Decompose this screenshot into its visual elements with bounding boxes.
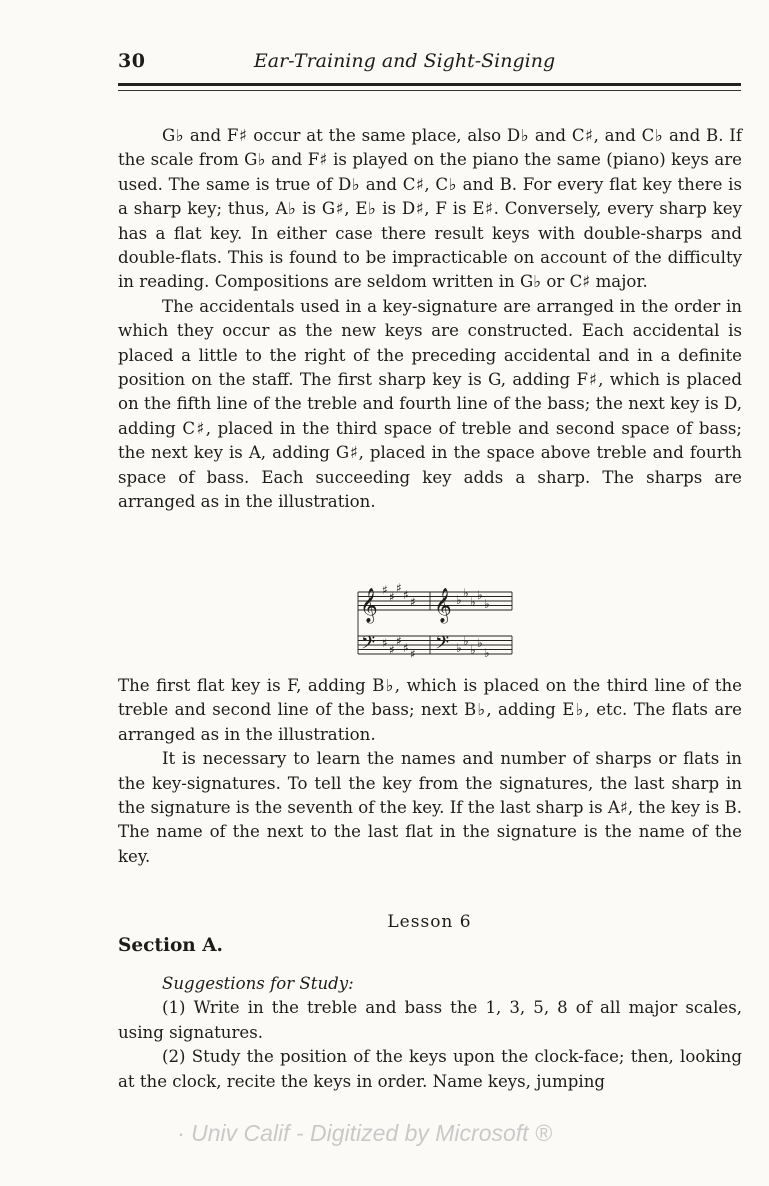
sharp-icon: ♯ (389, 590, 395, 604)
body-text-lower (118, 674, 742, 869)
sharp-icon: ♯ (396, 581, 402, 595)
key-signature-illustration (356, 578, 514, 662)
sharp-icon: ♯ (410, 595, 416, 609)
sharp-icon: ♯ (382, 583, 388, 597)
running-head: Ear-Training and Sight-Singing (253, 50, 556, 72)
sharp-icon: ♯ (403, 641, 409, 655)
flat-icon: ♭ (463, 634, 469, 648)
flat-icon: ♭ (463, 586, 469, 600)
bass-clef-icon: 𝄢 (435, 633, 450, 658)
flat-icon: ♭ (484, 597, 490, 611)
paragraph: The first flat key is F, adding B♭, which is placed on the third line of the treble and second line of the bass; next B♭, adding E♭, etc. The flats are arranged as in the illustration. (118, 676, 742, 744)
treble-clef-icon: 𝄞 (434, 588, 452, 623)
section-heading: Section A. (118, 935, 223, 956)
header-rule-thin (118, 90, 741, 91)
sharp-icon: ♯ (403, 588, 409, 602)
lesson-heading: Lesson 6 (387, 912, 472, 932)
paragraph: The accidentals used in a key-signature are arranged in the order in which they occur as the new keys are constructed. Each accidental is placed a little to the right of the preceding accidental and in a definite position on the staff. The first sharp key is G, adding F♯, which is placed on the fifth line of the treble and fourth line of the bass; the next key is D, adding C♯, placed in the third space of treble and second space of bass; the next key is A, adding G♯, placed in the space above treble and fourth space of bass. Each succeeding key adds a sharp. The sharps are arranged as in the illustration. (118, 296, 742, 512)
flat-icon: ♭ (477, 636, 483, 650)
paragraph: G♭ and F♯ occur at the same place, also D♭ and C♯, and C♭ and B. If the scale from G♭ and F♯ is played on the piano the same (piano) keys are used. The same is true of D♭ and C♯, C♭ and B. For every flat key there is a sharp key; thus, A♭ is G♯, E♭ is D♯, F is E♯. Conversely, every sharp key has a flat key. In either case there result keys with double-sharps and double-flats. This is found to be impracticable on account of the difficulty in reading. Compositions are seldom written in G♭ or C♯ major. (118, 126, 742, 292)
sharp-icon: ♯ (389, 643, 395, 657)
bass-clef-icon: 𝄢 (361, 633, 376, 658)
sharp-icon: ♯ (396, 634, 402, 648)
flat-icon: ♭ (470, 595, 476, 609)
body-text-upper (118, 124, 742, 515)
suggestions-label: Suggestions for Study: (162, 974, 354, 993)
treble-clef-icon: 𝄞 (360, 588, 378, 623)
header-rule-thick (118, 83, 741, 86)
sharp-icon: ♯ (382, 636, 388, 650)
flat-icon: ♭ (456, 641, 462, 655)
body-text-lesson (118, 972, 742, 1094)
flat-icon: ♭ (456, 593, 462, 607)
flat-icon: ♭ (477, 588, 483, 602)
flat-icon: ♭ (484, 646, 490, 660)
sharp-icon: ♯ (410, 647, 416, 661)
page-number: 30 (118, 50, 146, 72)
paragraph: It is necessary to learn the names and number of sharps or flats in the key-signatures. To tell the key from the signatures, the last sharp in the signature is the seventh of the key. If the last sharp is A♯, the key is B. The name of the next to the last flat in the signature is the name of the key. (118, 749, 742, 866)
digitization-watermark: · Univ Calif - Digitized by Microsoft ® (177, 1120, 552, 1146)
list-item: (1) Write in the treble and bass the 1, 3, 5, 8 of all major scales, using signatures. (118, 998, 742, 1042)
flat-icon: ♭ (470, 643, 476, 657)
list-item: (2) Study the position of the keys upon the clock-face; then, looking at the clock, recite the keys in order. Name keys, jumping (118, 1047, 742, 1091)
